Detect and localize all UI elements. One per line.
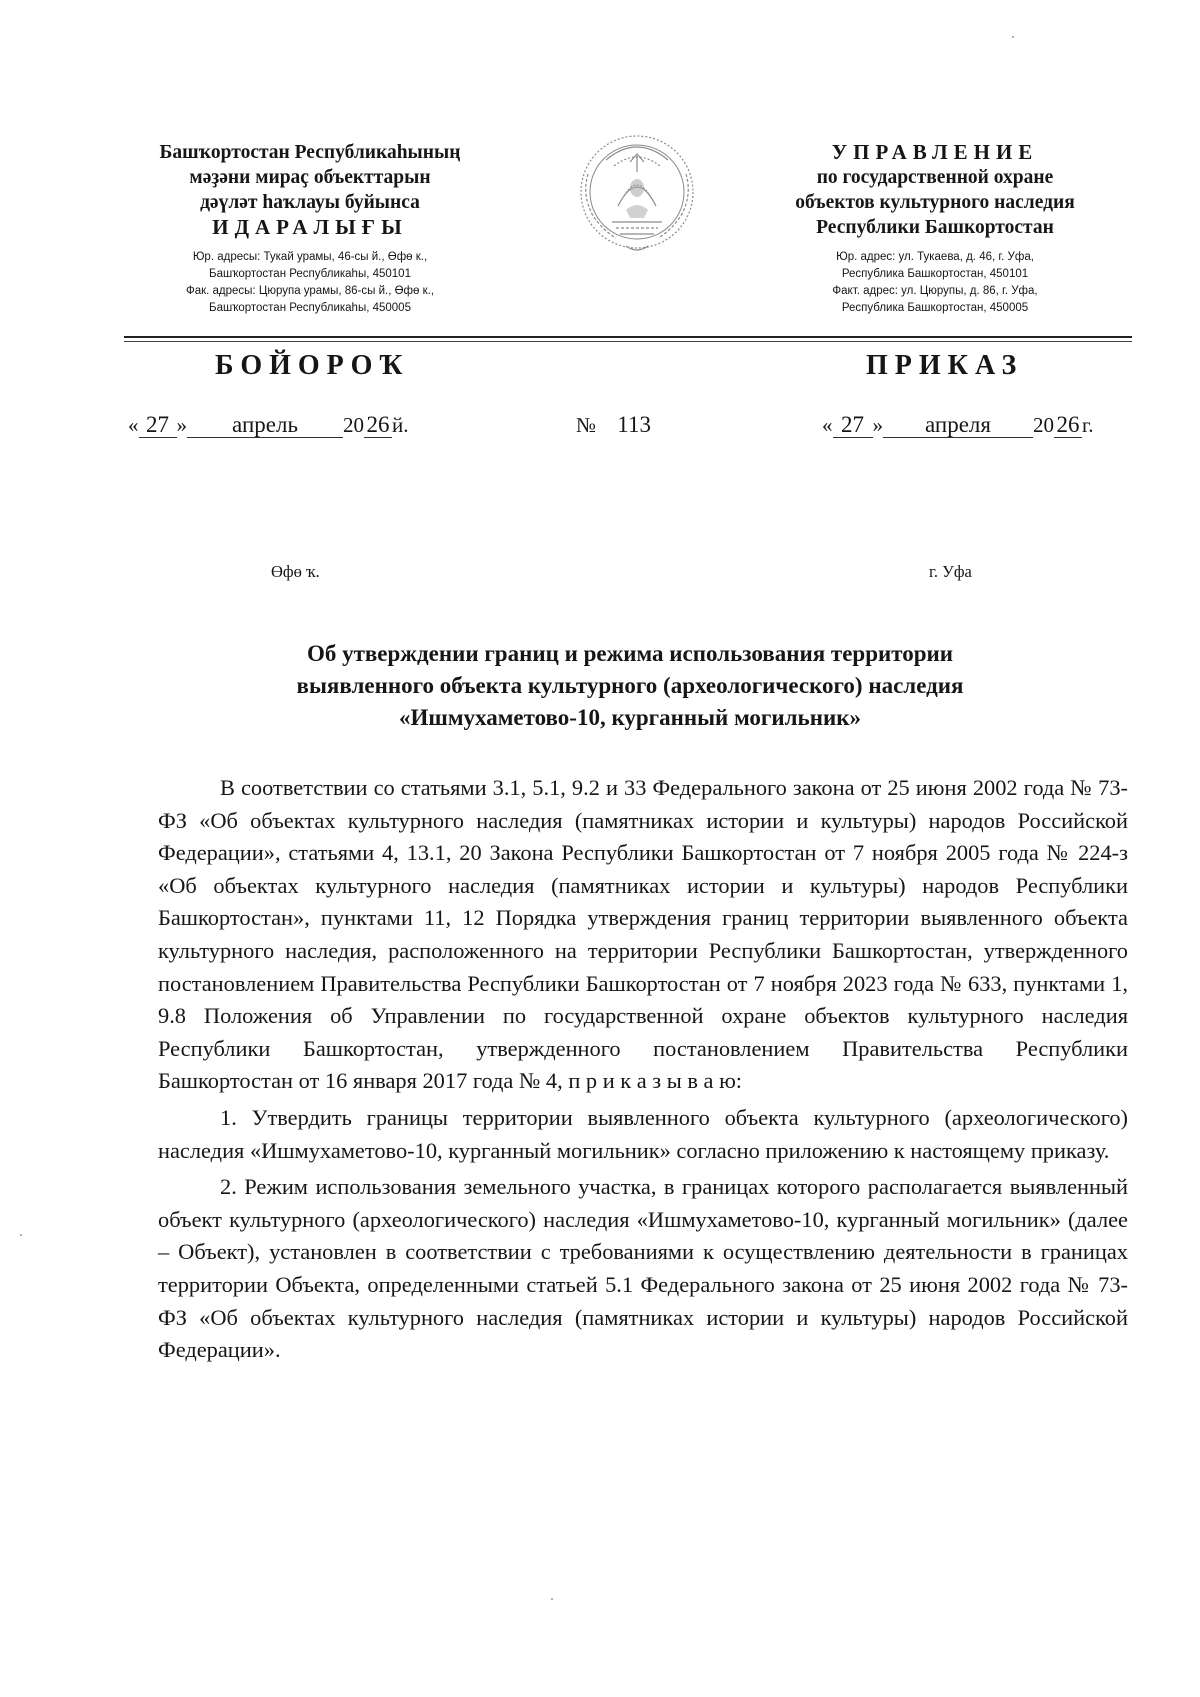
scan-speck [551,1598,553,1600]
header-divider-thick [124,336,1132,338]
date-right-suffix: г. [1082,413,1094,437]
scan-speck [20,1234,22,1236]
date-left-suffix: й. [392,413,409,437]
header-left-block [120,140,500,317]
order-subject [130,638,1130,734]
date-left [128,411,409,439]
date-right [822,411,1094,439]
order-number-value: 113 [617,412,651,437]
header-left-address [120,249,500,317]
date-left-year-prefix: 20 [343,413,364,437]
header-left-address-line-4: Башҡортостан Республикаһы, 450005 [209,302,411,314]
order-title-bashkir: БОЙОРОҠ [215,350,410,381]
order-subject-line-1: Об утверждении границ и режима использования территории [306,641,954,666]
header-left-line-4: ИДАРАЛЫҒЫ [212,215,408,239]
header-right-address-line-4: Республика Башкортостан, 450005 [841,302,1029,314]
city-russian: г. Уфа [929,562,972,581]
order-item-2: 2. Режим использования земельного участка, в границах которого располагается выявленный объект культурного (археологического) наследия «Ишмухаметово-10, курганный могильник» (далее – Объект), установлен в соответствии с требованиями к осуществлению деятельности в границах территории Объекта, определенными статьей 5.1 Федерального закона от 25 июня 2002 года № 73-ФЗ «Об объектах культурного наследия (памятниках истории и культуры) народов Российской Федерации». [158,1174,1128,1363]
header-right-line-1: УПРАВЛЕНИЕ [831,140,1039,164]
header-right-block [745,140,1125,317]
header-left-address-line-1: Юр. адресы: Тукай урамы, 46-сы й., Өфө к., [192,251,428,263]
header-left-line-2: мәҙәни мираҫ объекттарын [189,167,431,188]
header-left-line-1: Башҡортостан Республикаһының [159,142,461,163]
header-left-line-3: дәүләт һаҡлауы буйынса [200,192,420,213]
date-left-year-suffix: 26 [364,413,392,438]
order-number [576,411,651,439]
header-left-address-line-3: Фак. адресы: Цюрупа урамы, 86-сы й., Өфө к., [185,285,435,297]
header-right-line-2: по государственной охране [816,167,1054,188]
order-preamble: В соответствии со статьями 3.1, 5.1, 9.2 и 33 Федерального закона от 25 июня 2002 года № 73-ФЗ «Об объектах культурного наследия (памятниках истории и культуры) народов Российской Федерации», статьями 4, 13.1, 20 Закона Республики Башкортостан от 7 ноября 2005 года № 224-з «Об объектах культурного наследия (памятниках истории и культуры) народов Республики Башкортостан», пунктами 11, 12 Порядка утверждения границ территории выявленного объекта культурного наследия, расположенного на территории Республики Башкортостан, утвержденного постановлением Правительства Республики Башкортостан от 7 ноября 2023 года № 633, пунктами 1, 9.8 Положения об Управлении по государственной охране объектов культурного наследия Республики Башкортостан, утвержденного постановлением Правительства Республики Башкортостан от 16 января 2017 года № 4, п р и к а з ы в а ю: [158,775,1128,1094]
header-right-line-3: объектов культурного наследия [795,192,1075,213]
order-subject-line-3: «Ишмухаметово-10, курганный могильник» [399,705,861,730]
date-left-day: 27 [139,413,177,438]
header-left-address-line-2: Башҡортостан Республикаһы, 450101 [209,268,411,280]
order-body [158,772,1128,1367]
date-right-open-quote: « [822,413,833,437]
order-item-1: 1. Утвердить границы территории выявленного объекта культурного (археологического) наследия «Ишмухаметово-10, курганный могильник» согласно приложению к настоящему приказу. [158,1104,1128,1163]
date-right-close-quote: » [872,413,883,437]
header-right-line-4: Республики Башкортостан [816,217,1054,238]
date-right-year-suffix: 26 [1054,413,1082,438]
header-right-address-line-1: Юр. адрес: ул. Тукаева, д. 46, г. Уфа, [836,251,1034,263]
city-bashkir: Өфө ҡ. [271,562,320,581]
date-left-month: апрель [187,413,343,438]
coat-of-arms-emblem [568,126,706,261]
order-subject-line-2: выявленного объекта культурного (археологического) наследия [296,673,964,698]
header-right-address-line-2: Республика Башкортостан, 450101 [841,268,1029,280]
date-right-month: апреля [883,413,1033,438]
date-right-year-prefix: 20 [1033,413,1054,437]
date-left-close-quote: » [176,413,187,437]
date-left-open-quote: « [128,413,139,437]
header-divider-thin [124,341,1132,342]
scan-speck [1012,36,1014,38]
order-number-label: № [576,413,597,437]
date-right-day: 27 [833,413,873,438]
header-right-address [745,249,1125,317]
header-right-address-line-3: Факт. адрес: ул. Цюрупы, д. 86, г. Уфа, [832,285,1038,297]
order-title-russian: ПРИКАЗ [866,350,1024,381]
